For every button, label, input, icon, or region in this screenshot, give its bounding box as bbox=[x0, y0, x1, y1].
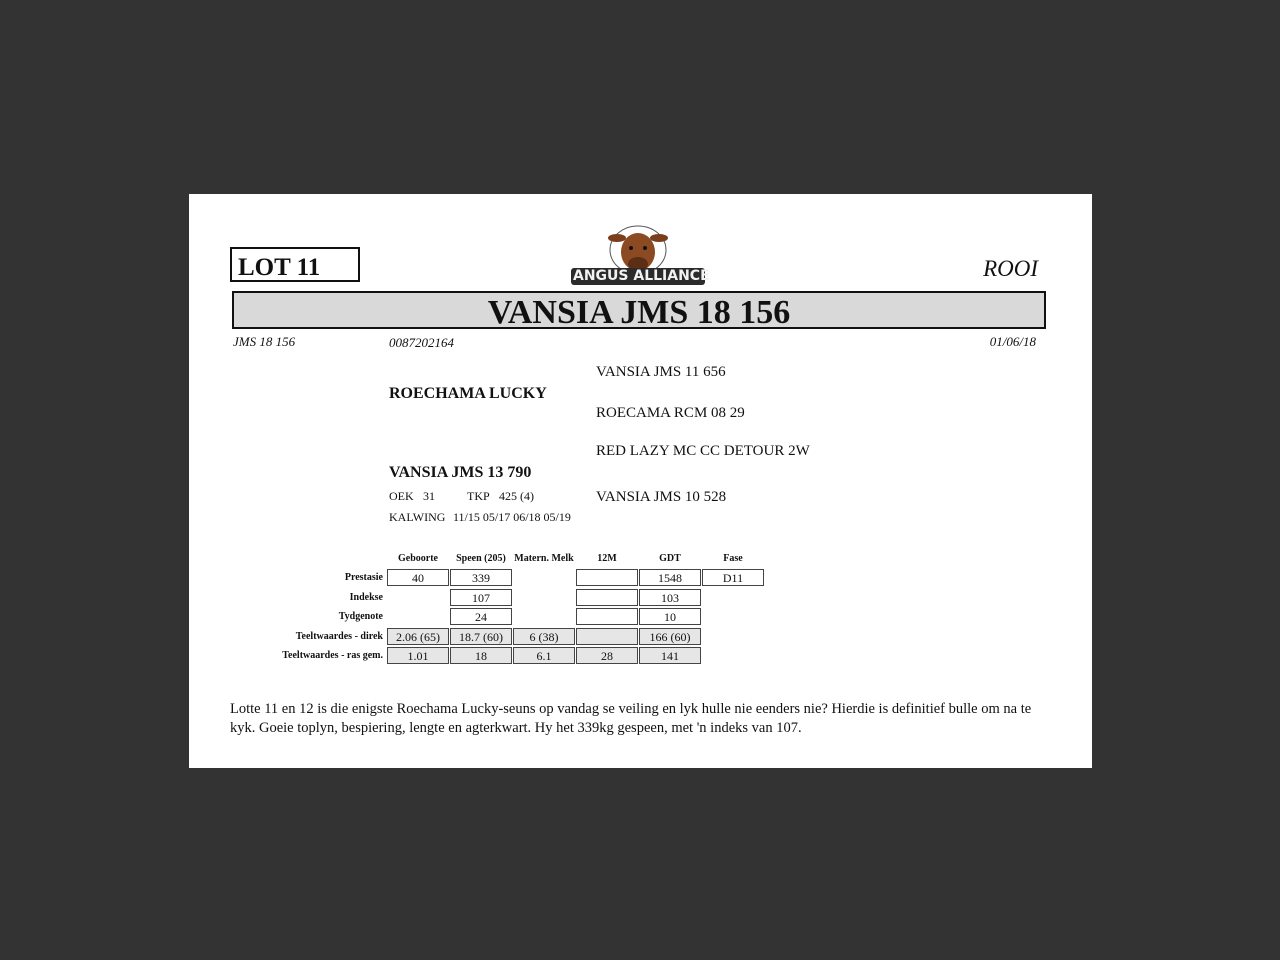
cell-ras-gem-gdt: 141 bbox=[639, 647, 701, 664]
reg-number: 0087202164 bbox=[389, 335, 454, 350]
color-label: ROOI bbox=[983, 256, 1038, 281]
cell-direk-gdt: 166 (60) bbox=[639, 628, 701, 645]
cell-tydgenote-gdt: 10 bbox=[639, 608, 701, 625]
cell-ras-gem-12m: 28 bbox=[576, 647, 638, 664]
cell-direk-speen: 18.7 (60) bbox=[450, 628, 512, 645]
cell-direk-geboorte: 2.06 (65) bbox=[387, 628, 449, 645]
birth-date: 01/06/18 bbox=[989, 334, 1036, 349]
header-geboorte: Geboorte bbox=[398, 553, 438, 564]
row-label-prestasie: Prestasie bbox=[344, 572, 383, 583]
kalwing-value: 11/15 05/17 06/18 05/19 bbox=[453, 510, 571, 524]
cell-direk-matern-melk: 6 (38) bbox=[513, 628, 575, 645]
cell-prestasie-speen: 339 bbox=[450, 569, 512, 586]
sire-name: ROECHAMA LUCKY bbox=[389, 385, 547, 402]
cell-prestasie-geboorte: 40 bbox=[387, 569, 449, 586]
angus-alliance-logo bbox=[567, 224, 709, 288]
logo-text: ANGUS ALLIANCE bbox=[573, 268, 710, 284]
kalwing-label: KALWING bbox=[389, 510, 446, 524]
sire-dam-name: ROECAMA RCM 08 29 bbox=[596, 405, 745, 421]
header-12m: 12M bbox=[597, 553, 617, 564]
id-code: JMS 18 156 bbox=[233, 334, 296, 349]
lot-sheet bbox=[189, 194, 1092, 768]
cell-ras-gem-geboorte: 1.01 bbox=[387, 647, 449, 664]
dam-dam-name: VANSIA JMS 10 528 bbox=[596, 489, 727, 505]
header-speen: Speen (205) bbox=[456, 553, 506, 564]
cell-tydgenote-speen: 24 bbox=[450, 608, 512, 625]
cell-prestasie-12m bbox=[576, 569, 638, 586]
cell-ras-gem-speen: 18 bbox=[450, 647, 512, 664]
tkp-label: TKP bbox=[467, 489, 490, 503]
lot-comment: Lotte 11 en 12 is die enigste Roechama Lucky-seuns op vandag se veiling en lyk hulle nie eenders nie? Hierdie is definitief bulle om na te kyk. Goeie toplyn, bespiering, lengte en agterkwart. Hy het 339kg gespeen, met 'n indeks van 107. bbox=[230, 701, 1032, 736]
oek-label: OEK bbox=[389, 489, 414, 503]
cell-indekse-speen: 107 bbox=[450, 589, 512, 606]
tkp-value: 425 (4) bbox=[499, 489, 534, 503]
header-fase: Fase bbox=[723, 553, 743, 564]
cell-tydgenote-12m bbox=[576, 608, 638, 625]
lot-label: LOT 11 bbox=[230, 247, 360, 282]
header-matern-melk: Matern. Melk bbox=[514, 553, 574, 564]
row-label-tydgenote: Tydgenote bbox=[338, 611, 383, 622]
header-gdt: GDT bbox=[659, 553, 681, 564]
cell-prestasie-fase: D11 bbox=[702, 569, 764, 586]
cell-prestasie-gdt: 1548 bbox=[639, 569, 701, 586]
cell-direk-12m bbox=[576, 628, 638, 645]
row-label-direk: Teeltwaardes - direk bbox=[295, 631, 383, 642]
row-label-ras-gem: Teeltwaardes - ras gem. bbox=[282, 650, 383, 661]
cell-ras-gem-matern-melk: 6.1 bbox=[513, 647, 575, 664]
sire-sire-name: VANSIA JMS 11 656 bbox=[596, 364, 726, 380]
animal-name: VANSIA JMS 18 156 bbox=[232, 291, 1046, 329]
cell-indekse-gdt: 103 bbox=[639, 589, 701, 606]
row-label-indekse: Indekse bbox=[349, 592, 383, 603]
dam-name: VANSIA JMS 13 790 bbox=[389, 464, 532, 481]
oek-value: 31 bbox=[423, 489, 435, 503]
cell-indekse-12m bbox=[576, 589, 638, 606]
dam-sire-name: RED LAZY MC CC DETOUR 2W bbox=[596, 443, 810, 459]
